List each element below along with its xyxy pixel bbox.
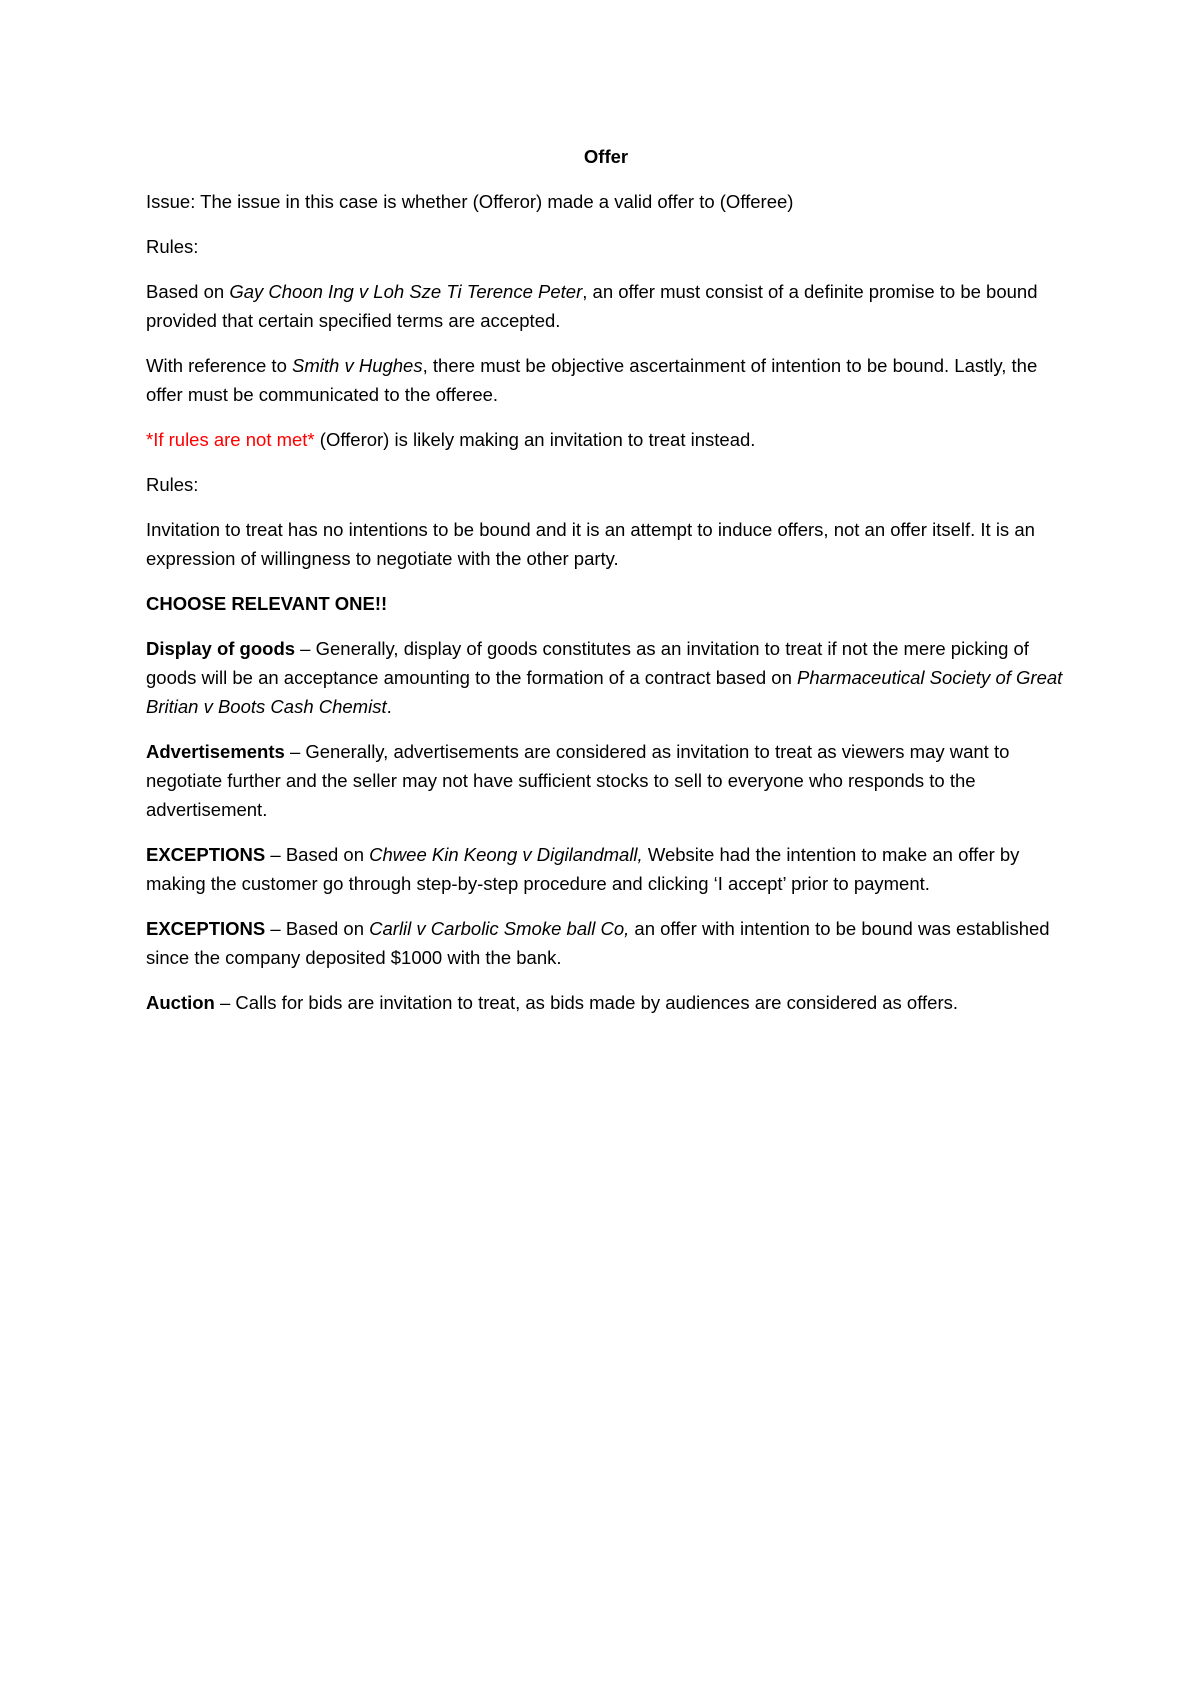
smith-case-name: Smith v Hughes — [292, 355, 423, 376]
document-title: Offer — [583, 146, 629, 167]
if-not-met-highlight: *If rules are not met* — [146, 429, 315, 450]
advertisements-heading: Advertisements — [146, 741, 285, 762]
exceptions-heading-2: EXCEPTIONS — [146, 918, 266, 939]
display-goods-end: . — [386, 696, 392, 717]
gay-choon-suffix: , an offer must consist of a definite promise to be bound provided that certain specified terms are accepted. — [146, 281, 1038, 331]
exceptions-paragraph-1 — [146, 840, 1066, 898]
advertisements-text: – Generally, advertisements are considered as invitation to treat as viewers may want to negotiate further and the seller may not have sufficient stocks to sell to everyone who responds to the advertisement. — [146, 741, 1010, 820]
smith-paragraph — [146, 351, 1066, 409]
rules-label-1: Rules: — [146, 236, 199, 257]
document-body — [146, 142, 1066, 1033]
if-not-met-paragraph — [146, 425, 1066, 454]
itt-paragraph: Invitation to treat has no intentions to be bound and it is an attempt to induce offers, not an offer itself. It is an expression of willingness to negotiate with the other party. — [146, 519, 1035, 569]
exceptions-case-name-1: Chwee Kin Keong v Digilandmall, — [369, 844, 643, 865]
auction-paragraph — [146, 988, 1066, 1017]
auction-heading: Auction — [146, 992, 215, 1013]
issue-paragraph: Issue: The issue in this case is whether (Offeror) made a valid offer to (Offeree) — [146, 191, 794, 212]
auction-text: – Calls for bids are invitation to treat, as bids made by audiences are considered as offers. — [214, 992, 959, 1013]
exceptions-suffix-1: Website had the intention to make an offer by making the customer go through step-by-step procedure and clicking ‘I accept’ prior to payment. — [146, 844, 1020, 894]
gay-choon-case-name: Gay Choon Ing v Loh Sze Ti Terence Peter — [229, 281, 583, 302]
smith-suffix: , there must be objective ascertainment of intention to be bound. Lastly, the offer must be communicated to the offeree. — [146, 355, 1038, 405]
exceptions-suffix-2: an offer with intention to be bound was established since the company deposited $1000 with the bank. — [146, 918, 1050, 968]
display-goods-paragraph — [146, 634, 1066, 721]
exceptions-paragraph-2 — [146, 914, 1066, 972]
choose-relevant-heading: CHOOSE RELEVANT ONE!! — [146, 593, 388, 614]
exceptions-case-name-2: Carlil v Carbolic Smoke ball Co, — [369, 918, 630, 939]
if-not-met-suffix: (Offeror) is likely making an invitation to treat instead. — [314, 429, 756, 450]
display-goods-text: – Generally, display of goods constitutes as an invitation to treat if not the mere picking of goods will be an acceptance amounting to the formation of a contract based on — [146, 638, 1029, 688]
smith-prefix: With reference to — [146, 355, 293, 376]
exceptions-prefix-2: – Based on — [265, 918, 370, 939]
exceptions-heading-1: EXCEPTIONS — [146, 844, 266, 865]
gay-choon-paragraph — [146, 277, 1066, 335]
rules-label-2: Rules: — [146, 474, 199, 495]
display-goods-heading: Display of goods — [146, 638, 296, 659]
advertisements-paragraph — [146, 737, 1066, 824]
exceptions-prefix-1: – Based on — [265, 844, 370, 865]
gay-choon-prefix: Based on — [146, 281, 230, 302]
display-goods-case-name: Pharmaceutical Society of Great Britian v Boots Cash Chemist — [146, 667, 1063, 717]
